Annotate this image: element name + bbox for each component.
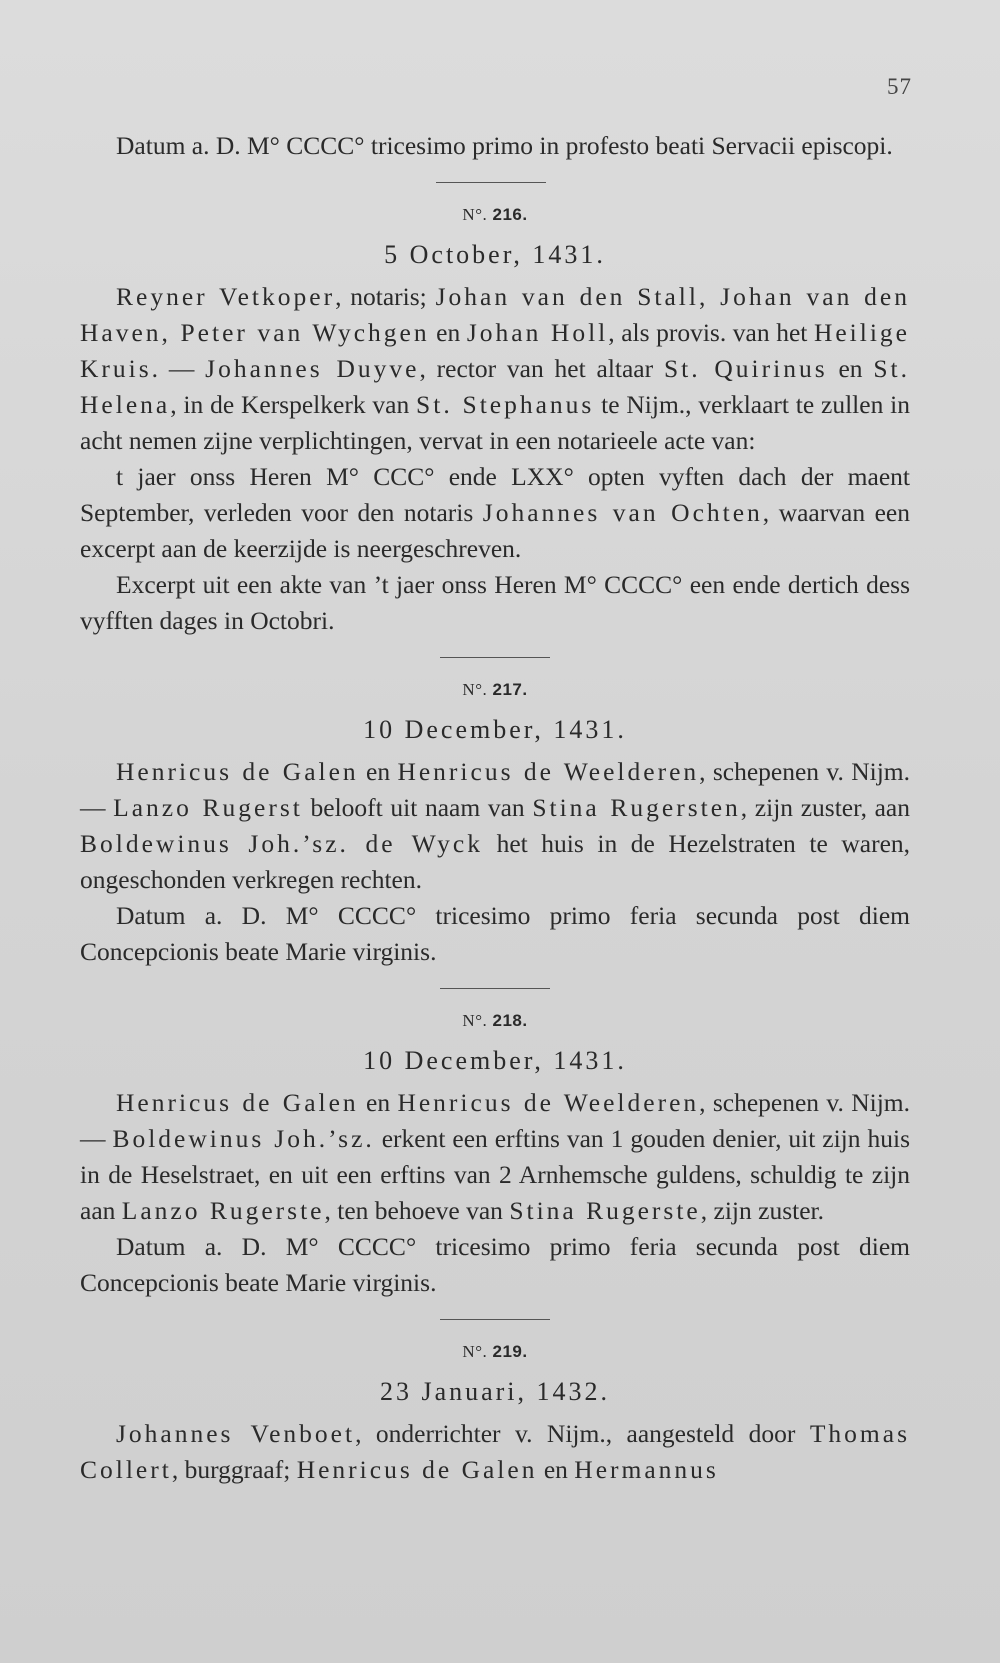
entry-date: 10 December, 1431. [363, 1046, 627, 1075]
entry-summary [80, 754, 910, 898]
spaced-name: Hermannus [574, 1455, 719, 1484]
spaced-name: Johannes van Ochten [482, 498, 763, 527]
spaced-name: Henricus de Weelderen [397, 1088, 700, 1117]
page-number: 57 [887, 74, 912, 99]
entry-number-prefix: N°. [462, 1011, 488, 1030]
spaced-name: Thomas Collert [80, 1419, 910, 1484]
spaced-name: Reyner Vetkoper [116, 282, 336, 311]
text-run: , als provis. van het [608, 318, 814, 347]
entries-list [80, 197, 910, 1488]
spaced-name: St. Helena [80, 354, 910, 419]
spaced-name: Johannes Venboet [116, 1419, 356, 1448]
text-run: , schepenen v. Nijm. — [80, 757, 910, 822]
entry-datum: Datum a. D. M° CCCC° tricesimo primo feria secunda post diem Concepcionis beate Marie virginis. [80, 901, 910, 966]
entry-datum: Datum a. D. M° CCCC° tricesimo primo feria secunda post diem Concepcionis beate Marie virginis. [80, 1232, 910, 1297]
text-run: en [537, 1455, 575, 1484]
text-run: erkent een erftins van 1 gouden denier, uit zijn huis in de Heselstraet, en uit een erftins van 2 Arnhemsche guldens, schuldig te zijn aan [80, 1124, 910, 1225]
entry-219 [80, 1334, 910, 1488]
spaced-name: St. Quirinus [663, 354, 828, 383]
entry-summary [80, 279, 910, 459]
entry-date: 23 Januari, 1432. [379, 1377, 611, 1406]
entry-number-prefix: N°. [462, 205, 488, 224]
spaced-name: Stina Rugersten [532, 793, 741, 822]
text-run: en [827, 354, 874, 383]
entry-number-value: 216. [492, 205, 528, 224]
spaced-name: Lanzo Rugerst [113, 793, 303, 822]
spaced-name: Boldewinus Joh.’sz. de Wyck [80, 829, 483, 858]
entry-summary [80, 1416, 910, 1488]
text-run: en [429, 318, 467, 347]
spaced-name: Henricus de Galen [116, 757, 359, 786]
separator-rule [440, 988, 550, 989]
text-run: en [358, 757, 398, 786]
spaced-name: Boldewinus Joh.’sz. [112, 1124, 375, 1153]
text-run: , in de Kerspelkerk van [170, 390, 417, 419]
entry-number-prefix: N°. [462, 1342, 488, 1361]
text-run: en [358, 1088, 398, 1117]
separator-rule [440, 1319, 550, 1320]
entry-number [80, 672, 910, 708]
text-run: , rector van het altaar [419, 354, 664, 383]
entry-number [80, 1334, 910, 1370]
spaced-name: Henricus de Galen [296, 1455, 538, 1484]
entry-number [80, 197, 910, 233]
text-run: , schepenen v. Nijm. — [80, 1088, 910, 1153]
intro-datum: Datum a. D. M° CCCC° tricesimo primo in profesto beati Servacii episcopi. [116, 131, 893, 160]
text-run: , notaris; [335, 282, 436, 311]
entry-date: 10 December, 1431. [363, 715, 627, 744]
text-run: , zijn zuster. [700, 1196, 824, 1225]
text-run: te Nijm., verklaart te zullen in acht nemen zijne verplichtingen, vervat in een notarieele acte van: [80, 390, 910, 455]
text-run: het huis in de Hezelstraten te waren, ongeschonden verkregen rechten. [80, 829, 911, 894]
spaced-name: Johannes Duyve [205, 354, 420, 383]
spaced-name: Stina Rugerste [509, 1196, 701, 1225]
entry-summary [80, 1085, 910, 1229]
entry-217 [80, 672, 910, 970]
entry-number [80, 1003, 910, 1039]
text-run: belooft uit naam van [302, 793, 533, 822]
text-run: , burggraaf; [171, 1455, 297, 1484]
text-run: , onderrichter v. Nijm., aangesteld door [355, 1419, 810, 1448]
entry-excerpt: Excerpt uit een akte van ’t jaer onss Heren M° CCCC° een ende dertich dess vyfften dages in Octobri. [80, 570, 910, 635]
entry-date: 5 October, 1431. [384, 240, 606, 269]
separator-rule [436, 182, 546, 183]
separator-rule [440, 657, 550, 658]
text-run: , zijn zuster, aan [740, 793, 910, 822]
entry-number-value: 218. [492, 1011, 528, 1030]
spaced-name: St. Stephanus [416, 390, 595, 419]
text-run: t jaer onss Heren M° CCC° ende LXX° opten vyften dach der maent September, verleden voor den notaris [80, 462, 910, 527]
entry-number-prefix: N°. [462, 680, 488, 699]
text-run: , ten behoeve van [324, 1196, 510, 1225]
text-run: . — [151, 354, 206, 383]
entry-216 [80, 197, 910, 639]
entry-number-value: 219. [492, 1342, 528, 1361]
entry-quote [80, 459, 910, 567]
spaced-name: Johan Holl [466, 318, 609, 347]
text-run: , waarvan een excerpt aan de keerzijde is neergeschreven. [80, 498, 910, 563]
entry-number-value: 217. [492, 680, 528, 699]
spaced-name: Heilige Kruis [80, 318, 910, 383]
text-column [80, 128, 910, 1490]
spaced-name: Henricus de Weelderen [397, 757, 700, 786]
entry-218 [80, 1003, 910, 1301]
spaced-name: Henricus de Galen [116, 1088, 359, 1117]
spaced-name: Lanzo Rugerste [121, 1196, 325, 1225]
spaced-name: Johan van den Stall, Johan van den Haven, Peter van Wychgen [80, 282, 910, 347]
